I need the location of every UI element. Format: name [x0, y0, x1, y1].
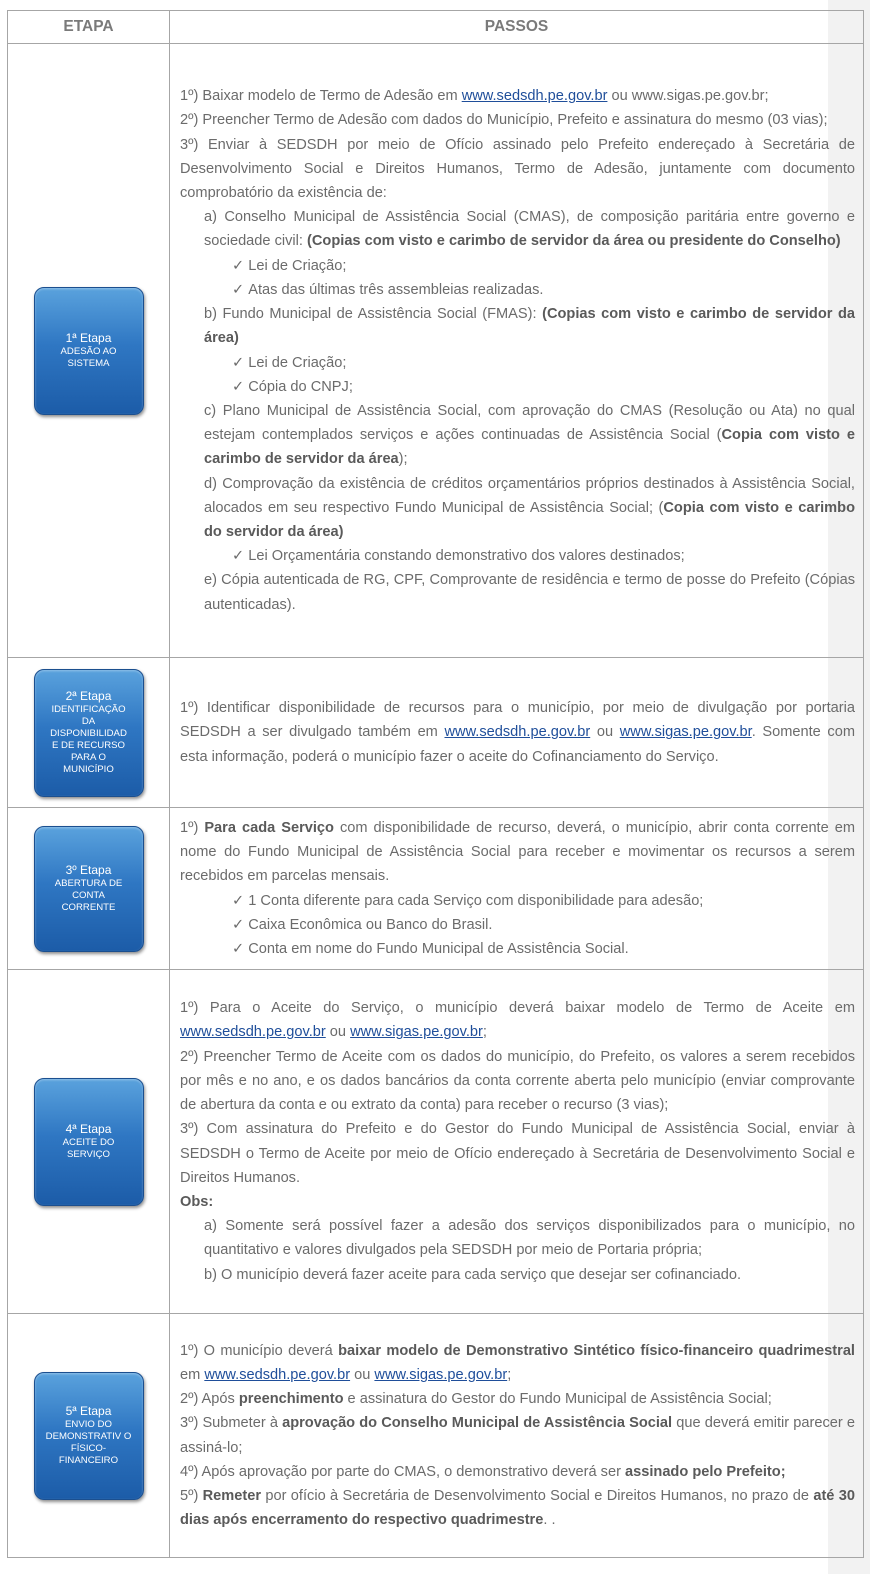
sedsdh-link[interactable]: www.sedsdh.pe.gov.br: [204, 1366, 351, 1383]
check-item: ✓ Atas das últimas três assembleias realizadas.: [232, 281, 544, 298]
check-item: ✓ Cópia do CNPJ;: [232, 378, 353, 395]
stage-badge-1: [34, 287, 144, 415]
item-b: b) Fundo Municipal de Assistência Social (FMAS): (Copias com visto e carimbo de servidor da área): [204, 306, 855, 347]
check-item: ✓ Conta em nome do Fundo Municipal de Assistência Social.: [232, 940, 629, 957]
sedsdh-link[interactable]: www.sedsdh.pe.gov.br: [180, 1024, 326, 1041]
sedsdh-link[interactable]: www.sedsdh.pe.gov.br: [444, 724, 591, 741]
step-1: 1º) Para cada Serviço com disponibilidade de recurso, deverá, o município, abrir conta corrente em nome do Fundo Municipal de Assistência Social para receber e movimentar os recursos a serem recebidos em parcelas mensais.: [180, 819, 856, 885]
obs-label: Obs:: [180, 1193, 214, 1210]
check-icon: ✓: [232, 281, 245, 298]
stage-cell: [8, 808, 170, 970]
stage-badge-2: [34, 669, 144, 797]
step-2: 2º) Após preenchimento e assinatura do Gestor do Fundo Municipal de Assistência Social;: [180, 1391, 772, 1408]
step-3: 3º) Com assinatura do Prefeito e do Gestor do Fundo Municipal de Assistência Social, enviar à SEDSDH o Termo de Aceite por meio de Ofício endereçado à Secretária de Desenvolvimento Social e Direitos Humanos.: [180, 1121, 855, 1186]
stage-title: 2ª Etapa: [65, 689, 112, 703]
stage-subtitle: ACEITE DO SERVIÇO: [62, 1137, 115, 1160]
item-c: c) Plano Municipal de Assistência Social, com aprovação do CMAS (Resolução ou Ata) no qual estejam contemplados serviços e ações continuadas de Assistência Social (Copia com visto e carimbo de servidor da área);: [204, 402, 856, 468]
check-icon: ✓: [232, 548, 245, 565]
check-icon: ✓: [232, 257, 245, 274]
stage-cell: [8, 658, 170, 808]
check-item: ✓ 1 Conta diferente para cada Serviço com disponibilidade para adesão;: [232, 892, 704, 909]
table-row: [8, 808, 864, 970]
header-etapa: ETAPA: [8, 11, 170, 44]
stage-subtitle: ADESÃO AO SISTEMA: [60, 346, 117, 369]
obs-b: b) O município deverá fazer aceite para cada serviço que desejar ser cofinanciado.: [204, 1266, 742, 1283]
step-1: 1º) Para o Aceite do Serviço, o município deverá baixar modelo de Termo de Aceite em www.sedsdh.pe.gov.br ou www.sigas.pe.gov.br;: [180, 1000, 855, 1041]
stage-title: 5ª Etapa: [65, 1404, 112, 1418]
table-header-row: [8, 11, 864, 44]
stage-title: 3º Etapa: [65, 863, 112, 877]
step-4: 4º) Após aprovação por parte do CMAS, o demonstrativo deverá ser assinado pelo Prefeito;: [180, 1463, 786, 1480]
stage-steps: [170, 808, 864, 970]
stage-subtitle: IDENTIFICAÇÃO DA DISPONIBILIDAD E DE RECURSO PARA O MUNICÍPIO: [50, 704, 127, 775]
sedsdh-link[interactable]: www.sedsdh.pe.gov.br: [461, 88, 608, 105]
stage-title: 1ª Etapa: [65, 331, 112, 345]
check-icon: ✓: [232, 892, 245, 909]
stage-badge-3: [34, 826, 144, 952]
table-row: [8, 1314, 864, 1558]
stage-subtitle: ENVIO DO DEMONSTRATIV O FÍSICO-FINANCEIRO: [45, 1419, 132, 1466]
stage-cell: [8, 44, 170, 658]
check-icon: ✓: [232, 354, 245, 371]
stage-subtitle: ABERTURA DE CONTA CORRENTE: [54, 878, 123, 913]
item-a: a) Conselho Municipal de Assistência Social (CMAS), de composição paritária entre governo e sociedade civil: (Copias com visto e carimbo de servidor da área ou presidente do Conselho): [204, 209, 855, 250]
steps-table: [7, 10, 864, 1558]
stage-cell: [8, 1314, 170, 1558]
item-e: e) Cópia autenticada de RG, CPF, Comprovante de residência e termo de posse do Prefeito (Cópias autenticadas).: [204, 572, 855, 613]
step-2: 2º) Preencher Termo de Aceite com os dados do município, do Prefeito, os valores a serem recebidos por mês e no ano, e os dados bancários da conta corrente aberta pelo município (enviar comprovante de abertura da conta e ou extrato da conta) para receber o recurso (3 vias);: [180, 1048, 855, 1114]
check-icon: ✓: [232, 378, 245, 395]
check-item: ✓ Lei de Criação;: [232, 257, 347, 274]
table-row: [8, 44, 864, 658]
step-2: 2º) Preencher Termo de Adesão com dados do Município, Prefeito e assinatura do mesmo (03 vias);: [180, 112, 828, 129]
header-passos: PASSOS: [170, 11, 864, 44]
check-icon: ✓: [232, 916, 245, 933]
stage-cell: [8, 970, 170, 1314]
stage-steps: [170, 44, 864, 658]
sigas-link[interactable]: www.sigas.pe.gov.br: [619, 724, 752, 741]
stage-badge-5: [34, 1372, 144, 1500]
stage-steps: [170, 970, 864, 1314]
sigas-link[interactable]: www.sigas.pe.gov.br: [350, 1024, 483, 1041]
check-item: ✓ Caixa Econômica ou Banco do Brasil.: [232, 916, 493, 933]
step-1: 1º) Identificar disponibilidade de recursos para o município, por meio de divulgação por portaria SEDSDH a ser divulgado também em www.sedsdh.pe.gov.br ou www.sigas.pe.gov.br. Somente com esta informação, poderá o município fazer o aceite do Cofinanciamento do Serviço.: [180, 700, 855, 765]
stage-title: 4ª Etapa: [65, 1122, 112, 1136]
step-3: 3º) Enviar à SEDSDH por meio de Ofício assinado pelo Prefeito endereçado à Secretária de Desenvolvimento Social e Direitos Humanos, Termo de Adesão, juntamente com documento comprobatório da existência de:: [180, 136, 855, 202]
stage-badge-4: [34, 1078, 144, 1206]
table-row: [8, 658, 864, 808]
sigas-link[interactable]: www.sigas.pe.gov.br: [374, 1366, 508, 1383]
step-1: 1º) Baixar modelo de Termo de Adesão em www.sedsdh.pe.gov.br ou www.sigas.pe.gov.br;: [180, 88, 769, 105]
table-row: [8, 970, 864, 1314]
stage-steps: [170, 1314, 864, 1558]
step-1: 1º) O município deverá baixar modelo de Demonstrativo Sintético físico-financeiro quadrimestral em www.sedsdh.pe.gov.br ou www.sigas.pe.gov.br;: [180, 1342, 855, 1383]
step-3: 3º) Submeter à aprovação do Conselho Municipal de Assistência Social que deverá emitir parecer e assiná-lo;: [180, 1415, 856, 1456]
check-icon: ✓: [232, 940, 245, 957]
obs-a: a) Somente será possível fazer a adesão dos serviços disponibilizados para o município, no quantitativo e valores divulgados pela SEDSDH por meio de Portaria própria;: [204, 1218, 855, 1259]
item-d: d) Comprovação da existência de créditos orçamentários próprios destinados à Assistência Social, alocados em seu respectivo Fundo Municipal de Assistência Social; (Copia com visto e carimbo do servidor da área): [204, 475, 855, 540]
step-5: 5º) Remeter por ofício à Secretária de Desenvolvimento Social e Direitos Humanos, no prazo de até 30 dias após encerramento do respectivo quadrimestre. .: [180, 1487, 855, 1529]
stage-steps: [170, 658, 864, 808]
check-item: ✓ Lei Orçamentária constando demonstrativo dos valores destinados;: [232, 548, 685, 565]
check-item: ✓ Lei de Criação;: [232, 354, 347, 371]
